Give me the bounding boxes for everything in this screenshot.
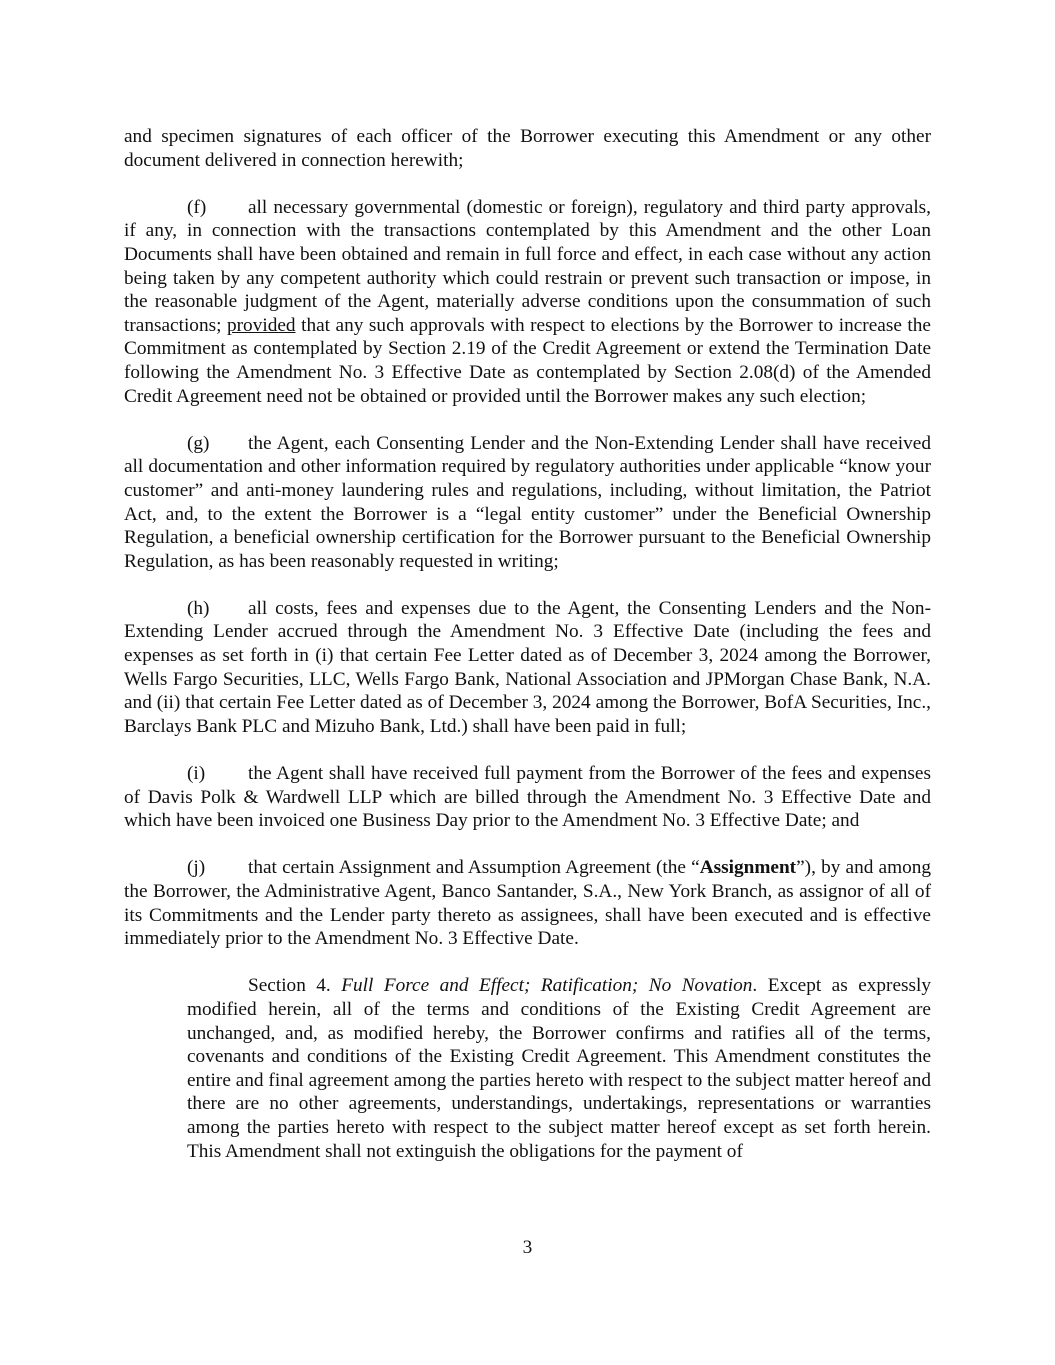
clause-j-text-after: ”), by and among the Borrower, the Administrative Agent, Banco Santander, S.A., New York Branch, as assignor of all of its Commitments and the Lender party thereto as assignees, shall have been executed and is effective immediately prior to the Amendment No. 3 Effective Date.: [124, 857, 931, 950]
clause-j-text-before: that certain Assignment and Assumption Agreement (the “: [248, 857, 700, 879]
continuation-paragraph: and specimen signatures of each officer of the Borrower executing this Amendment or any other document delivered in connection herewith;: [124, 126, 931, 171]
clause-f-text-before: all necessary governmental (domestic or foreign), regulatory and third party approvals, if any, in connection with the transactions contemplated by this Amendment and the other Loan Documents shall have been obtained and remain in full force and effect, in each case without any action being taken by any competent authority which could restrain or prevent such transaction or impose, in the reasonable judgment of the Agent, materially adverse conditions upon the consummation of such transactions;: [124, 196, 931, 336]
clause-h-text: all costs, fees and expenses due to the Agent, the Consenting Lenders and the Non-Extending Lender accrued through the Amendment No. 3 Effective Date (including the fees and expenses as set forth in (i) that certain Fee Letter dated as of December 3, 2024 among the Borrower, Wells Fargo Securities, LLC, Wells Fargo Bank, National Association and JPMorgan Chase Bank, N.A. and (ii) that certain Fee Letter dated as of December 3, 2024 among the Borrower, BofA Securities, Inc., Barclays Bank PLC and Mizuho Bank, Ltd.) shall have been paid in full;: [124, 597, 931, 737]
clause-f-text-after: that any such approvals with respect to elections by the Borrower to increase the Commitment as contemplated by Section 2.19 of the Credit Agreement or extend the Termination Date following the Amendment No. 3 Effective Date as contemplated by Section 2.08(d) of the Amended Credit Agreement need not be obtained or provided until the Borrower makes any such election;: [124, 314, 931, 407]
section-4-heading-punct: .: [752, 975, 758, 997]
clause-g-marker: (g): [187, 432, 210, 454]
clause-g: [124, 432, 931, 574]
clause-i-marker: (i): [187, 763, 206, 785]
clause-j: [124, 856, 931, 950]
page-number: 3: [522, 1237, 533, 1258]
section-4-label: Section 4.: [248, 975, 331, 997]
clause-i-text: the Agent shall have received full payment from the Borrower of the fees and expenses of Davis Polk & Wardwell LLP which are billed through the Amendment No. 3 Effective Date and which have been invoiced one Business Day prior to the Amendment No. 3 Effective Date; and: [124, 763, 931, 832]
clause-g-text: the Agent, each Consenting Lender and the Non-Extending Lender shall have received all documentation and other information required by regulatory authorities under applicable “know your customer” and anti-money laundering rules and regulations, including, without limitation, the Patriot Act, and, to the extent the Borrower is a “legal entity customer” under the Beneficial Ownership Regulation, a beneficial ownership certification for the Borrower pursuant to the Beneficial Ownership Regulation, as has been reasonably requested in writing;: [124, 432, 931, 572]
clause-h: [124, 597, 931, 739]
clause-i: [124, 762, 931, 833]
section-4: [187, 974, 931, 1163]
clause-f-marker: (f): [187, 196, 207, 218]
clause-h-marker: (h): [187, 597, 210, 619]
clause-j-marker: (j): [187, 857, 206, 879]
section-4-heading: Full Force and Effect; Ratification; No Novation: [341, 975, 753, 997]
clause-j-assignment-term: Assignment: [699, 857, 797, 879]
document-page: [124, 125, 931, 1187]
clause-f: [124, 196, 931, 408]
section-4-text: Except as expressly modified herein, all of the terms and conditions of the Existing Credit Agreement are unchanged, and, as modified hereby, the Borrower confirms and ratifies all of the terms, covenants and conditions of the Existing Credit Agreement. This Amendment constitutes the entire and final agreement among the parties hereto with respect to the subject matter hereof and there are no other agreements, understandings, undertakings, representations or warranties among the parties hereto with respect to the subject matter hereof except as set forth herein. This Amendment shall not extinguish the obligations for the payment of: [187, 975, 932, 1162]
clause-f-provided: provided: [227, 314, 296, 336]
